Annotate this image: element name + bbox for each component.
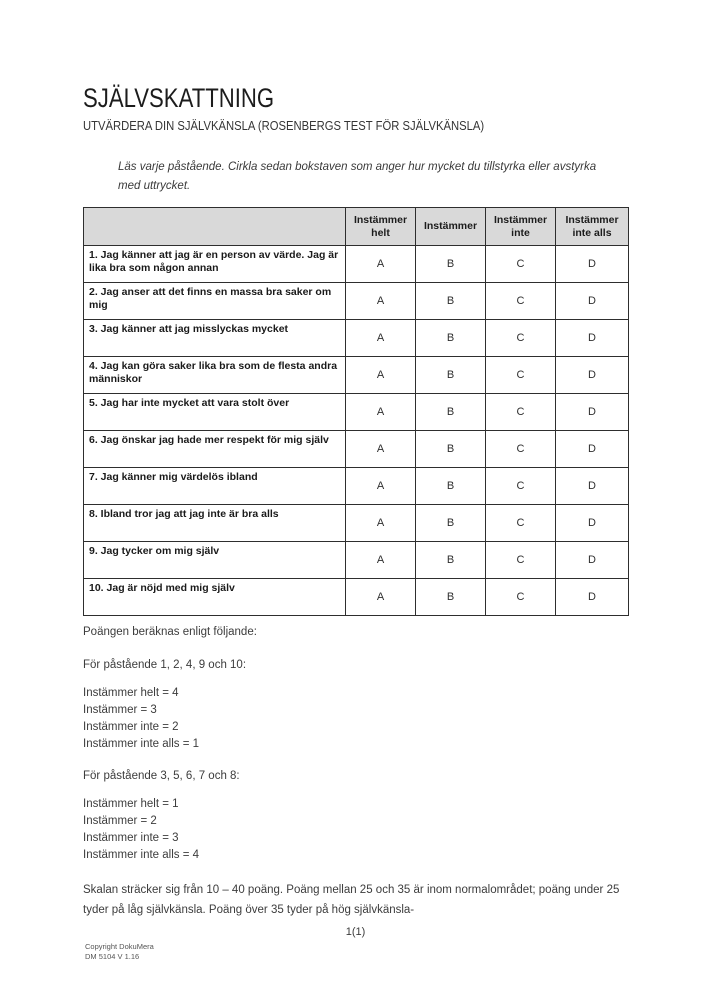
statement-cell: 3. Jag känner att jag misslyckas mycket [84,320,346,357]
page-number: 1(1) [345,926,366,938]
column-header-disagree: Instämmer inte [486,208,556,246]
option-cell-d[interactable]: D [556,394,629,431]
option-cell-c[interactable]: C [486,357,556,394]
option-cell-a[interactable]: A [346,542,416,579]
option-cell-b[interactable]: B [416,468,486,505]
statement-cell: 6. Jag önskar jag hade mer respekt för mig själv [84,431,346,468]
table-row [84,357,629,394]
version-text: DM 5104 V 1.16 [85,952,140,961]
table-row [84,468,629,505]
option-cell-c[interactable]: C [486,246,556,283]
column-header-disagree-strongly: Instämmer inte alls [556,208,629,246]
copyright-text: Copyright DokuMera [85,942,154,951]
score-line: Instämmer helt = 1 [83,798,179,810]
scoring-intro: Poängen beräknas enligt följande: [83,626,257,638]
option-cell-a[interactable]: A [346,505,416,542]
option-cell-b[interactable]: B [416,394,486,431]
instruction-text: Läs varje påstående. Cirkla sedan bokstaven som anger hur mycket du tillstyrka eller avstyrka med uttrycket. [118,161,597,192]
option-cell-c[interactable]: C [486,579,556,616]
option-cell-d[interactable]: D [556,579,629,616]
option-cell-a[interactable]: A [346,579,416,616]
option-cell-c[interactable]: C [486,468,556,505]
statement-cell: 9. Jag tycker om mig själv [84,542,346,579]
option-cell-d[interactable]: D [556,283,629,320]
option-cell-a[interactable]: A [346,357,416,394]
option-cell-c[interactable]: C [486,505,556,542]
scale-note: Skalan sträcker sig från 10 – 40 poäng. Poäng mellan 25 och 35 är inom normalområdet; poäng under 25 tyder på låg självkänsla. Poäng över 35 tyder på hög självkänsla- [83,884,620,916]
page-title: SJÄLVSKATTNING [83,83,275,113]
statement-cell: 4. Jag kan göra saker lika bra som de flesta andra människor [84,357,346,394]
statement-cell: 7. Jag känner mig värdelös ibland [84,468,346,505]
statement-cell: 5. Jag har inte mycket att vara stolt över [84,394,346,431]
option-cell-b[interactable]: B [416,283,486,320]
score-line: Instämmer inte alls = 4 [83,849,200,861]
statement-cell: 8. Ibland tror jag att jag inte är bra alls [84,505,346,542]
option-cell-a[interactable]: A [346,283,416,320]
option-cell-c[interactable]: C [486,542,556,579]
option-cell-b[interactable]: B [416,579,486,616]
table-row [84,431,629,468]
score-line: Instämmer inte = 3 [83,832,179,844]
option-cell-d[interactable]: D [556,542,629,579]
table-header-row [84,208,629,246]
assessment-table [83,207,629,616]
column-header-agree-strongly: Instämmer helt [346,208,416,246]
option-cell-d[interactable]: D [556,246,629,283]
option-cell-a[interactable]: A [346,394,416,431]
option-cell-a[interactable]: A [346,468,416,505]
score-line: Instämmer helt = 4 [83,687,179,699]
option-cell-c[interactable]: C [486,320,556,357]
option-cell-b[interactable]: B [416,320,486,357]
option-cell-a[interactable]: A [346,320,416,357]
option-cell-d[interactable]: D [556,357,629,394]
table-row [84,246,629,283]
scoring-group2-heading: För påstående 3, 5, 6, 7 och 8: [83,770,240,782]
option-cell-b[interactable]: B [416,246,486,283]
scoring-group1-list [83,685,628,753]
option-cell-b[interactable]: B [416,431,486,468]
score-line: Instämmer inte = 2 [83,721,179,733]
statement-cell: 2. Jag anser att det finns en massa bra saker om mig [84,283,346,320]
table-row [84,320,629,357]
page-subtitle: UTVÄRDERA DIN SJÄLVKÄNSLA (ROSENBERGS TEST FÖR SJÄLVKÄNSLA) [83,119,485,133]
statement-cell: 1. Jag känner att jag är en person av värde. Jag är lika bra som någon annan [84,246,346,283]
table-row [84,505,629,542]
score-line: Instämmer = 3 [83,704,157,716]
option-cell-b[interactable]: B [416,505,486,542]
empty-header-cell [84,208,346,246]
score-line: Instämmer = 2 [83,815,157,827]
option-cell-a[interactable]: A [346,431,416,468]
option-cell-d[interactable]: D [556,468,629,505]
table-row [84,542,629,579]
option-cell-d[interactable]: D [556,505,629,542]
table-row [84,579,629,616]
option-cell-b[interactable]: B [416,542,486,579]
score-line: Instämmer inte alls = 1 [83,738,200,750]
scoring-group2-list [83,796,628,864]
table-row [84,283,629,320]
scoring-group1-heading: För påstående 1, 2, 4, 9 och 10: [83,659,247,671]
option-cell-d[interactable]: D [556,320,629,357]
column-header-agree: Instämmer [416,208,486,246]
option-cell-c[interactable]: C [486,283,556,320]
statement-cell: 10. Jag är nöjd med mig själv [84,579,346,616]
option-cell-b[interactable]: B [416,357,486,394]
document-footer [85,942,628,962]
option-cell-d[interactable]: D [556,431,629,468]
table-row [84,394,629,431]
option-cell-a[interactable]: A [346,246,416,283]
option-cell-c[interactable]: C [486,394,556,431]
option-cell-c[interactable]: C [486,431,556,468]
